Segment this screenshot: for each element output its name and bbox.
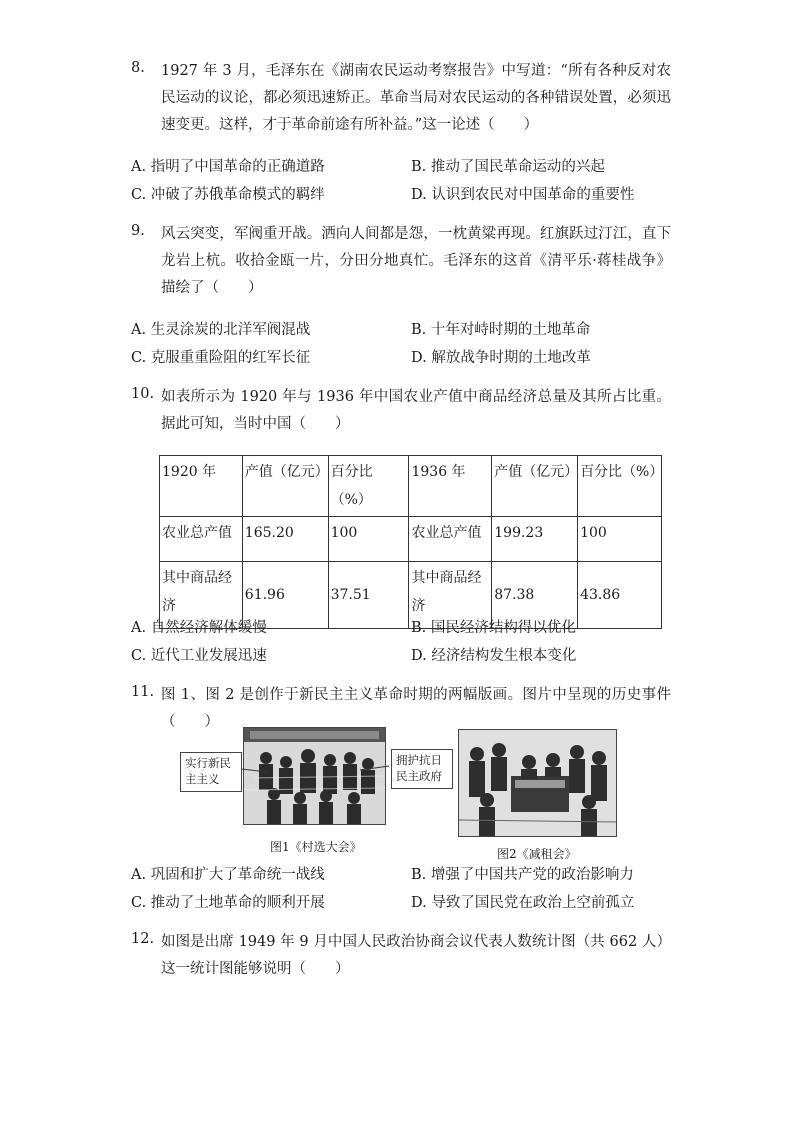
table-cell: 61.96 bbox=[242, 562, 328, 629]
figure-1-caption: 图1《村选大会》 bbox=[270, 840, 362, 854]
table-header-cell: 1920 年 bbox=[160, 456, 243, 517]
question-number: 8. bbox=[131, 60, 145, 76]
woodcut-meeting-illustration bbox=[459, 730, 616, 836]
table-header-cell: 百分比（%） bbox=[578, 456, 662, 517]
table-header-cell: 百分比（%） bbox=[328, 456, 409, 517]
table-cell: 43.86 bbox=[578, 562, 662, 629]
option-b[interactable]: B. 国民经济结构得以优化 bbox=[411, 620, 576, 636]
option-b[interactable]: B. 增强了中国共产党的政治影响力 bbox=[411, 867, 634, 883]
table-row bbox=[160, 517, 662, 562]
table-cell: 37.51 bbox=[328, 562, 409, 629]
question-number: 9. bbox=[131, 223, 145, 239]
option-b[interactable]: B. 推动了国民革命运动的兴起 bbox=[411, 159, 605, 175]
question-stem: 风云突变，军阀重开战。洒向人间都是怨，一枕黄粱再现。红旗跃过汀江，直下龙岩上杭。收拾金瓯一片，分田分地真忙。毛泽东的这首《清平乐·蒋桂战争》描绘了（ ） bbox=[161, 226, 671, 296]
figure-2-woodcut-image bbox=[458, 729, 617, 837]
option-a[interactable]: A. 巩固和扩大了革命统一战线 bbox=[131, 867, 325, 883]
table-cell: 199.23 bbox=[492, 517, 578, 562]
figure-2-caption: 图2《减租会》 bbox=[497, 847, 577, 861]
table-cell: 其中商品经济 bbox=[160, 562, 243, 629]
option-c[interactable]: C. 近代工业发展迅速 bbox=[131, 648, 267, 664]
table-cell: 其中商品经济 bbox=[409, 562, 492, 629]
table-header-row bbox=[160, 456, 662, 517]
table-header-cell: 产值（亿元） bbox=[242, 456, 328, 517]
question-number: 11. bbox=[131, 684, 155, 700]
option-c[interactable]: C. 冲破了苏俄革命模式的羁绊 bbox=[131, 187, 325, 203]
option-c[interactable]: C. 推动了土地革命的顺利开展 bbox=[131, 895, 325, 911]
option-d[interactable]: D. 导致了国民党在政治上空前孤立 bbox=[411, 895, 635, 911]
option-c[interactable]: C. 克服重重险阻的红军长征 bbox=[131, 350, 311, 366]
table-header-cell: 1936 年 bbox=[409, 456, 492, 517]
option-d[interactable]: D. 解放战争时期的土地改革 bbox=[411, 350, 591, 366]
table-header-cell: 产值（亿元） bbox=[492, 456, 578, 517]
question-stem: 如表所示为 1920 年与 1936 年中国农业产值中商品经济总量及其所占比重。据此可知，当时中国（ ） bbox=[161, 389, 671, 432]
option-a[interactable]: A. 指明了中国革命的正确道路 bbox=[131, 159, 325, 175]
option-d[interactable]: D. 认识到农民对中国革命的重要性 bbox=[411, 187, 635, 203]
option-a[interactable]: A. 生灵涂炭的北洋军阀混战 bbox=[131, 322, 311, 338]
option-d[interactable]: D. 经济结构发生根本变化 bbox=[411, 648, 577, 664]
option-a[interactable]: A. 自然经济解体缓慢 bbox=[131, 620, 267, 636]
table-cell: 100 bbox=[578, 517, 662, 562]
question-stem: 图 1、图 2 是创作于新民主主义革命时期的两幅版画。图片中呈现的历史事件（ ） bbox=[161, 687, 671, 730]
callout-left-label: 实行新民主主义 bbox=[180, 752, 242, 792]
question-number: 12. bbox=[131, 931, 155, 947]
question-number: 10. bbox=[131, 386, 155, 402]
question-stem: 1927 年 3 月，毛泽东在《湖南农民运动考察报告》中写道：“所有各种反对农民运动的议论，都必须迅速矫正。革命当局对农民运动的各种错误处置，必须迅速变更。这样，才于革命前途有所补益。”这一论述（ ） bbox=[161, 63, 671, 133]
table-cell: 87.38 bbox=[492, 562, 578, 629]
output-value-table bbox=[159, 455, 662, 629]
table-cell: 165.20 bbox=[242, 517, 328, 562]
table-cell: 农业总产值 bbox=[160, 517, 243, 562]
question-stem: 如图是出席 1949 年 9 月中国人民政治协商会议代表人数统计图（共 662 人）这一统计图能够说明（ ） bbox=[161, 934, 671, 977]
callout-right-label: 拥护抗日民主政府 bbox=[391, 749, 453, 789]
woodcut-crowd-illustration bbox=[244, 728, 385, 824]
option-b[interactable]: B. 十年对峙时期的土地革命 bbox=[411, 322, 591, 338]
table-cell: 100 bbox=[328, 517, 409, 562]
figure-1-woodcut-image bbox=[243, 727, 386, 825]
table-cell: 农业总产值 bbox=[409, 517, 492, 562]
